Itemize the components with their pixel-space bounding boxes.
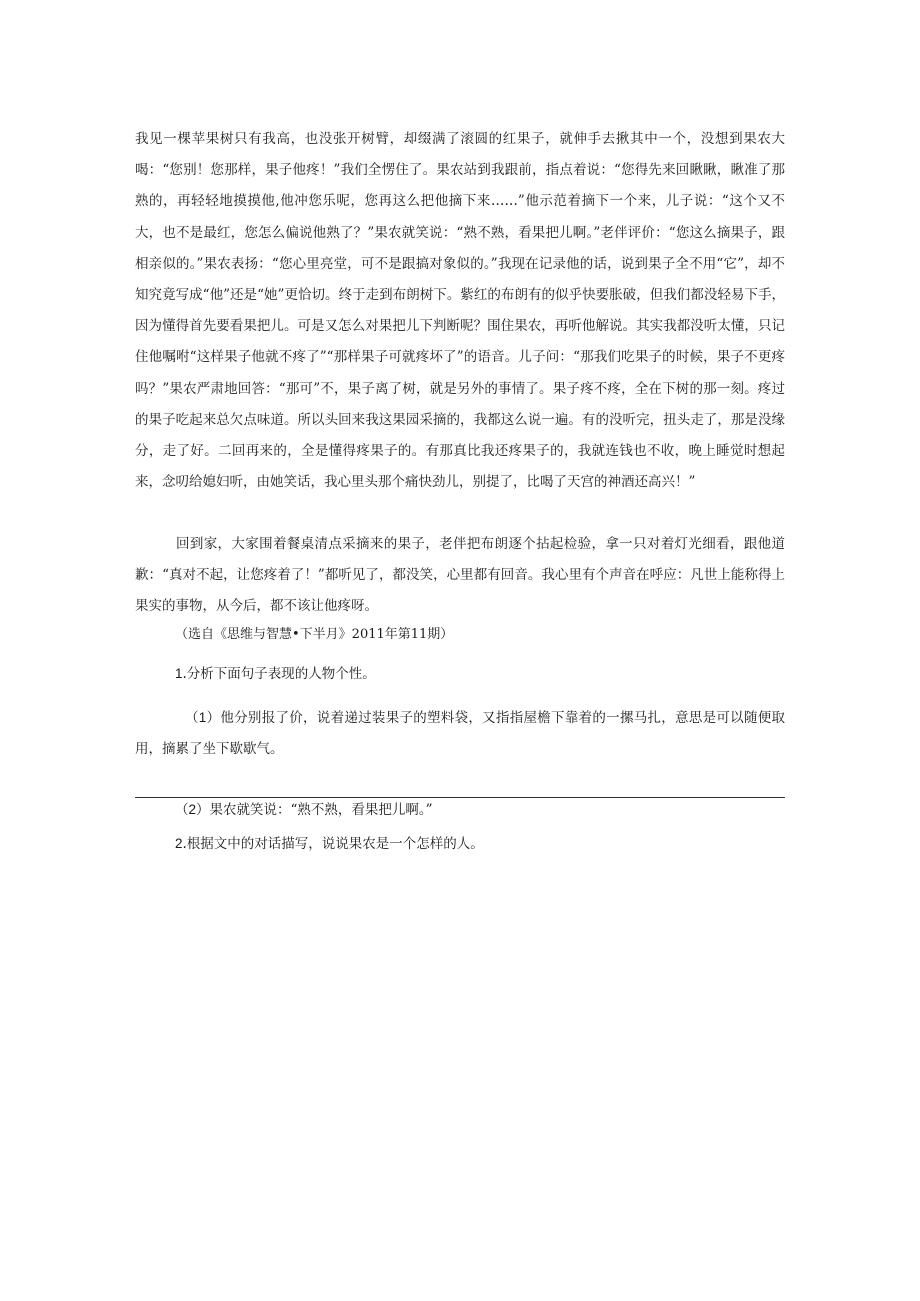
question-2-number: 2 (175, 836, 183, 851)
question-1-part-2-label: （2） (175, 802, 210, 817)
question-1 (175, 664, 376, 684)
question-2 (175, 834, 484, 854)
question-1-part-1-label: （1） (185, 710, 221, 725)
question-1-part-2 (175, 800, 433, 820)
passage-paragraph-2: 回到家，大家围着餐桌清点采摘来的果子，老伴把布朗逐个拈起检验，拿一只对着灯光细看，跟他道歉：“真对不起，让您疼着了！”都听见了，都没笑，心里都有回音。我心里有个声音在呼应：凡世上能称得上果实的事物，从今后，都不该让他疼呀。 (135, 536, 785, 615)
question-1-number: 1 (175, 666, 183, 681)
question-1-text: .分析下面句子表现的人物个性。 (182, 666, 376, 682)
passage-paragraph-1: 我见一棵苹果树只有我高，也没张开树臂，却缀满了滚圆的红果子，就伸手去揪其中一个，没想到果农大喝：“您别！您那样，果子他疼！”我们全愣住了。果农站到我跟前，指点着说：“您得先来回瞅瞅，瞅准了那熟的，再轻轻地摸摸他,他冲您乐呢，您再这么把他摘下来……”他示范着摘下一个来，儿子说：“这个又不大，也不是最红，您怎么偏说他熟了？”果农就笑说：“熟不熟，看果把儿啊。”老伴评价：“您这么摘果子，跟相亲似的。”果农表扬：“您心里亮堂，可不是跟搞对象似的。”我现在记录他的话，说到果子全不用“它”，却不知究竟写成“他”还是“她”更恰切。终于走到布朗树下。紫红的布朗有的似乎快要胀破，但我们都没轻易下手，因为懂得首先要看果把儿。可是又怎么对果把儿下判断呢？围住果农，再听他解说。其实我都没听太懂，只记住他嘱咐“这样果子他就不疼了”“那样果子可就疼坏了”的语音。儿子问：“那我们吃果子的时候，果子不更疼吗？”果农严肃地回答：“那可”不，果子离了树，就是另外的事情了。果子疼不疼，全在下树的那一刻。疼过的果子吃起来总欠点味道。所以头回来我这果园采摘的，我都这么说一遍。有的没听完，扭头走了，那是没缘分，走了好。二回再来的，全是懂得疼果子的。有那真比我还疼果子的，我就连钱也不收，晚上睡觉时想起来，念叨给媳妇听，由她笑话，我心里头那个痛快劲儿，别提了，比喝了天宫的神酒还高兴！” (135, 131, 785, 491)
question-1-part-2-text: 果农就笑说：“熟不熟，看果把儿啊。” (209, 802, 433, 818)
question-1-part-1-text: 他分别报了价，说着递过装果子的塑料袋，又指指屋檐下靠着的一摞马扎，意思是可以随便取用，摘累了坐下歇歇气。 (135, 710, 786, 757)
source-citation: （选自《思维与智慧•下半月》2011年第11期） (175, 627, 454, 642)
question-2-text: .根据文中的对话描写，说说果农是一个怎样的人。 (182, 836, 484, 852)
answer-line (135, 797, 785, 798)
question-1-part-1 (135, 702, 785, 765)
